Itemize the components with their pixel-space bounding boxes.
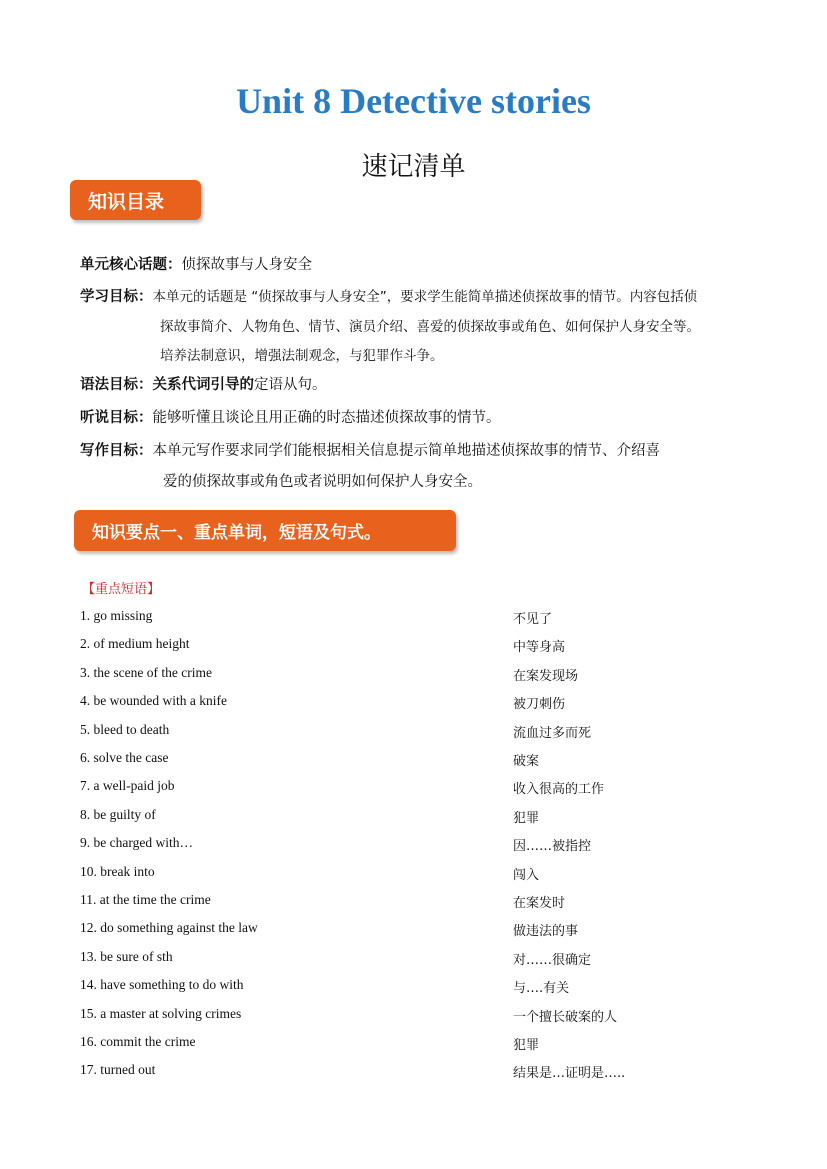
phrase-row [0,949,827,969]
phrase-english: 11. at the time the crime [80,892,211,907]
phrase-english: 15. a master at solving crimes [80,1005,242,1021]
phrase-english: 4. be wounded with a knife [80,693,227,709]
phrase-english: 14. have something to do with [80,977,244,993]
phrase-chinese: 一个擅长破案的人 [513,1009,618,1025]
phrase-chinese: 流血过多而死 [513,725,592,741]
phrase-chinese: 与….有关 [513,981,570,997]
phrases-heading: 【重点短语】 [82,582,161,597]
listening-line [80,408,501,428]
phrase-row [0,1062,827,1082]
writing-text-1: 本单元写作要求同学们能根据相关信息提示简单地描述侦探故事的情节、介绍喜 [152,443,660,459]
phrase-chinese: 破案 [513,754,540,769]
phrase-row [0,693,827,713]
phrase-english: 17. turned out [80,1062,156,1078]
phrase-english: 5. bleed to death [80,721,170,737]
phrase-row [0,892,827,912]
phrase-chinese: 中等身高 [513,640,566,656]
phrase-english: 12. do something against the law [80,920,258,936]
phrase-row [0,864,827,884]
phrase-english: 7. a well-paid job [80,778,175,794]
phrase-chinese: 对……很确定 [513,952,592,968]
phrase-chinese: 收入很高的工作 [513,782,605,798]
phrase-chinese: 在案发时 [513,896,566,911]
phrase-row [0,778,827,798]
topic-line [80,255,312,275]
phrase-row [0,1034,827,1054]
phrase-chinese: 不见了 [513,612,553,627]
phrase-english: 10. break into [80,863,155,879]
phrase-chinese: 犯罪 [513,1038,540,1053]
writing-line-1 [80,441,660,461]
learning-label: 学习目标： [80,289,153,305]
phrase-chinese: 因……被指控 [513,839,592,855]
phrase-chinese: 被刀刺伤 [513,697,566,713]
phrase-english: 1. go missing [80,608,153,623]
topic-text: 侦探故事与人身安全 [181,257,312,273]
listening-text: 能够听懂且谈论且用正确的时态描述侦探故事的情节。 [152,410,501,426]
phrase-row [0,807,827,827]
phrase-english: 16. commit the crime [80,1034,196,1049]
phrase-row [0,977,827,997]
phrase-chinese: 犯罪 [513,810,540,826]
learning-text-1: 本单元的话题是 “侦探故事与人身安全”，要求学生能简单描述侦探故事的情节。内容包括侦 [152,289,698,305]
writing-text-2: 爱的侦探故事或角色或者说明如何保护人身安全。 [163,474,482,490]
phrase-row [0,608,827,628]
phrase-row [0,835,827,855]
page-title: Unit 8 Detective stories [236,81,591,121]
grammar-bold-text: 关系代词引导的 [152,377,254,393]
phrase-row [0,636,827,656]
phrase-row [0,665,827,685]
phrase-chinese: 在案发现场 [513,668,579,684]
learning-text-2: 探故事简介、人物角色、情节、演员介绍、喜爱的侦探故事或角色、如何保护人身安全等。 [160,319,700,335]
phrase-chinese: 结果是…证明是….. [513,1066,626,1082]
phrase-english: 3. the scene of the crime [80,664,212,680]
phrase-row [0,722,827,742]
phrase-english: 9. be charged with… [80,835,193,851]
grammar-label: 语法目标： [80,377,153,393]
section-banner-contents: 知识目录 [70,180,201,220]
learning-line-1 [80,287,697,307]
topic-label: 单元核心话题： [80,257,182,273]
listening-label: 听说目标： [80,410,153,426]
phrase-chinese: 做违法的事 [513,924,579,940]
phrase-row [0,1006,827,1026]
phrase-row [0,750,827,770]
grammar-line [80,375,327,395]
grammar-text: 定语从句。 [254,377,327,393]
writing-label: 写作目标： [80,443,153,459]
phrase-english: 2. of medium height [80,636,190,652]
page-subtitle: 速记清单 [361,152,466,182]
phrase-english: 6. solve the case [80,750,169,765]
learning-text-3: 培养法制意识，增强法制观念，与犯罪作斗争。 [160,348,444,364]
section-banner-key-points: 知识要点一、重点单词，短语及句式。 [74,510,456,551]
phrase-english: 8. be guilty of [80,806,156,822]
phrase-english: 13. be sure of sth [80,948,173,964]
phrase-row [0,920,827,940]
phrase-chinese: 闯入 [513,867,540,883]
